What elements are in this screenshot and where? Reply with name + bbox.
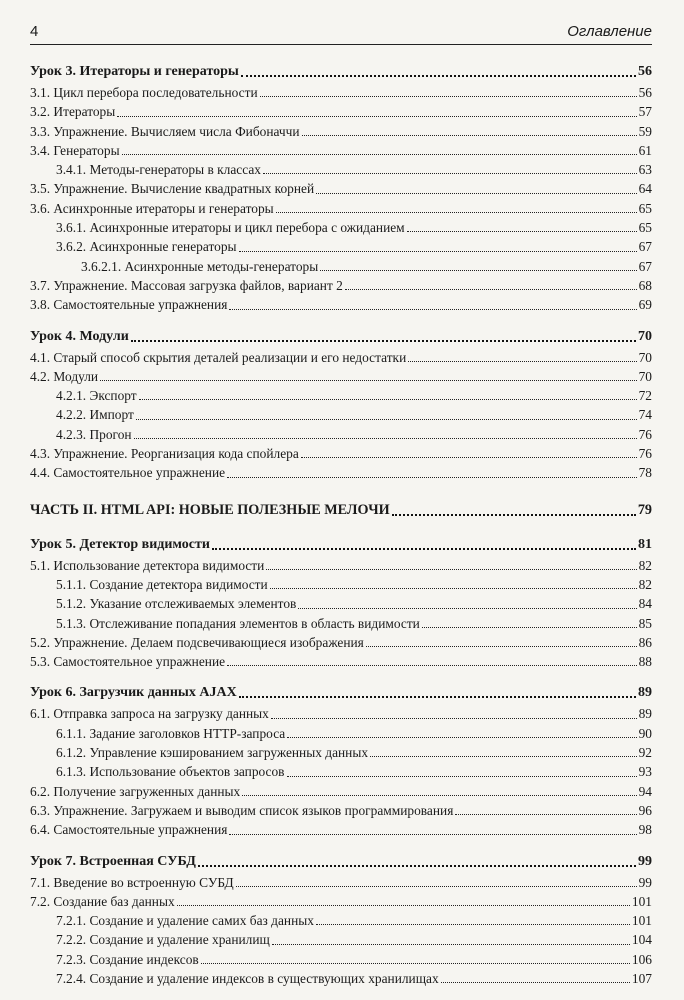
toc-entry-page: 59 — [638, 123, 652, 139]
dot-leader — [227, 476, 637, 478]
toc-entry-page: 67 — [638, 239, 652, 255]
dot-leader — [229, 833, 636, 835]
dot-leader — [345, 288, 637, 290]
toc-entry-title: 3.3. Упражнение. Вычисляем числа Фибоначчи — [30, 123, 300, 139]
toc-lesson-heading — [30, 325, 652, 348]
dot-leader — [134, 437, 637, 439]
toc-lesson-heading — [30, 681, 652, 704]
toc-entry — [30, 160, 652, 179]
toc-entry-title: 4.2. Модули — [30, 368, 99, 384]
toc-entry — [30, 969, 652, 988]
toc-entry-page: 69 — [638, 297, 652, 313]
dot-leader — [301, 456, 637, 458]
dot-leader — [122, 153, 637, 155]
toc-entry — [30, 276, 652, 295]
dot-leader — [271, 717, 637, 719]
dot-leader — [201, 962, 630, 964]
toc-entry — [30, 463, 652, 482]
toc-entry-page: 63 — [638, 162, 652, 178]
dot-leader — [131, 339, 636, 342]
toc-entry — [30, 892, 652, 911]
toc-entry — [30, 141, 652, 160]
toc-entry — [30, 614, 652, 633]
toc-entry-title: 6.1.3. Использование объектов запросов — [56, 764, 285, 780]
toc-entry-page: 82 — [638, 557, 652, 573]
page-number: 4 — [30, 23, 39, 40]
toc-entry-title: 7.2.3. Создание индексов — [56, 951, 199, 967]
toc-entry-page: 101 — [631, 913, 652, 929]
toc-entry — [30, 367, 652, 386]
toc-entry-title: Урок 6. Загрузчик данных AJAX — [30, 685, 237, 701]
toc-entry-page: 84 — [638, 596, 652, 612]
toc-entry — [30, 911, 652, 930]
toc-entry-title: 6.1.1. Задание заголовков HTTP-запроса — [56, 725, 286, 741]
toc-entry-page: 78 — [638, 465, 652, 481]
toc-entry-page: 56 — [638, 85, 652, 100]
dot-leader — [263, 172, 637, 174]
toc-entry-page: 61 — [638, 142, 652, 158]
toc-entry-page: 85 — [638, 615, 652, 631]
toc-entry-title: 3.7. Упражнение. Массовая загрузка файлов, вариант 2 — [30, 277, 343, 293]
dot-leader — [422, 626, 637, 628]
toc-entry-title: 5.1.3. Отслеживание попадания элементов в область видимости — [56, 615, 420, 631]
toc-entry-title: 6.2. Получение загруженных данных — [30, 783, 241, 799]
toc-entry-title: 7.2. Создание баз данных — [30, 893, 175, 909]
dot-leader — [370, 755, 637, 757]
dot-leader — [287, 775, 637, 777]
toc-entry-page: 99 — [638, 874, 652, 890]
toc-entry-title: 4.2.2. Импорт — [56, 407, 134, 423]
toc-entry-title: 4.4. Самостоятельное упражнение — [30, 465, 226, 481]
dot-leader — [298, 607, 636, 609]
toc-entry-page: 64 — [638, 181, 652, 197]
toc-entry-page: 76 — [638, 426, 652, 442]
toc-entry — [30, 199, 652, 218]
toc-entry — [30, 218, 652, 237]
dot-leader — [212, 547, 636, 550]
running-header — [30, 22, 652, 45]
dot-leader — [136, 418, 637, 420]
toc-entry-page: 74 — [638, 407, 652, 423]
dot-leader — [320, 269, 636, 271]
dot-leader — [239, 250, 637, 252]
toc-spacer — [30, 315, 652, 325]
running-title: Оглавление — [567, 23, 652, 40]
dot-leader — [392, 513, 636, 516]
toc-entry-title: 6.4. Самостоятельные упражнения — [30, 822, 228, 838]
toc-entry-page: 101 — [631, 893, 652, 909]
toc-entry-page: 57 — [638, 104, 652, 120]
toc-entry-page: 88 — [638, 654, 652, 670]
toc-entry-title: 3.6.1. Асинхронные итераторы и цикл перебора с ожиданием — [56, 220, 405, 236]
toc-lesson-heading — [30, 533, 652, 556]
dot-leader — [276, 211, 637, 213]
toc-entry-page: 65 — [638, 200, 652, 216]
toc-entry — [30, 724, 652, 743]
toc-entry — [30, 83, 652, 102]
toc-entry-page: 81 — [638, 536, 652, 552]
dot-leader — [441, 981, 630, 983]
toc-entry-title: 5.3. Самостоятельное упражнение — [30, 654, 226, 670]
dot-leader — [177, 904, 630, 906]
toc-entry — [30, 405, 652, 424]
dot-leader — [316, 923, 630, 925]
dot-leader — [227, 664, 637, 666]
toc-entry-page: 56 — [638, 64, 652, 79]
toc-entry-page: 67 — [638, 258, 652, 274]
dot-leader — [236, 885, 637, 887]
dot-leader — [272, 943, 630, 945]
toc-entry-page: 90 — [638, 725, 652, 741]
dot-leader — [316, 192, 636, 194]
toc-spacer — [30, 671, 652, 681]
toc-entry — [30, 102, 652, 121]
toc-entry-page: 92 — [638, 745, 652, 761]
toc-entry — [30, 762, 652, 781]
toc-entry-title: 3.4.1. Методы-генераторы в классах — [56, 162, 261, 178]
toc-entry — [30, 425, 652, 444]
toc-entry-title: 7.2.4. Создание и удаление индексов в существующих хранилищах — [56, 970, 439, 986]
toc-entry-page: 79 — [637, 501, 652, 518]
toc-entry-title: 3.6.2.1. Асинхронные методы-генераторы — [81, 258, 319, 274]
toc-entry-page: 72 — [638, 388, 652, 404]
toc-entry — [30, 930, 652, 949]
toc-entry-page: 89 — [638, 685, 652, 701]
toc-entry-page: 89 — [638, 706, 652, 722]
dot-leader — [455, 813, 636, 815]
toc-entry-title: 3.6.2. Асинхронные генераторы — [56, 239, 237, 255]
toc-entry-title: 7.1. Введение во встроенную СУБД — [30, 874, 234, 890]
toc-entry-page: 104 — [631, 932, 652, 948]
toc-entry-page: 94 — [638, 783, 652, 799]
toc-entry — [30, 257, 652, 276]
toc-entry — [30, 820, 652, 839]
toc-entry-title: 4.2.1. Экспорт — [56, 388, 137, 404]
toc-entry-page: 70 — [638, 368, 652, 384]
toc-entry-title: Урок 7. Встроенная СУБД — [30, 853, 196, 869]
toc-entry — [30, 295, 652, 314]
toc-entry-page: 76 — [638, 446, 652, 462]
toc-entry-title: ЧАСТЬ II. HTML API: НОВЫЕ ПОЛЕЗНЫЕ МЕЛОЧИ — [30, 501, 390, 518]
toc-entry — [30, 704, 652, 723]
toc-entry-page: 70 — [638, 349, 652, 365]
toc-entry-page: 65 — [638, 220, 652, 236]
toc-lesson-heading — [30, 850, 652, 873]
dot-leader — [117, 115, 636, 117]
toc-entry-title: Урок 5. Детектор видимости — [30, 536, 210, 552]
toc-entry-title: 5.2. Упражнение. Делаем подсвечивающиеся изображения — [30, 634, 364, 650]
toc-entry-title: 5.1. Использование детектора видимости — [30, 557, 265, 573]
toc-entry-page: 86 — [638, 634, 652, 650]
dot-leader — [241, 74, 636, 77]
dot-leader — [302, 134, 637, 136]
dot-leader — [260, 95, 637, 97]
toc-entry — [30, 575, 652, 594]
dot-leader — [408, 360, 636, 362]
dot-leader — [366, 645, 637, 647]
toc-entry-page: 82 — [638, 576, 652, 592]
toc-entry-page: 107 — [631, 970, 652, 986]
toc-entry-title: 4.3. Упражнение. Реорганизация кода спойлера — [30, 446, 299, 462]
dot-leader — [287, 736, 636, 738]
toc-entry-title: 4.1. Старый способ скрытия деталей реализации и его недостатки — [30, 349, 407, 365]
toc-entry — [30, 873, 652, 892]
toc-entry — [30, 594, 652, 613]
toc-entry-title: 7.2.1. Создание и удаление самих баз данных — [56, 913, 314, 929]
toc-entry — [30, 237, 652, 256]
dot-leader — [198, 864, 636, 867]
toc-entry-title: 3.1. Цикл перебора последовательности — [30, 85, 258, 100]
toc-entry — [30, 782, 652, 801]
toc-entry — [30, 633, 652, 652]
toc-entry-title: 3.5. Упражнение. Вычисление квадратных корней — [30, 181, 315, 197]
toc-entry-title: 3.6. Асинхронные итераторы и генераторы — [30, 200, 274, 216]
toc-entry — [30, 179, 652, 198]
toc-entry — [30, 444, 652, 463]
toc-lesson-heading — [30, 60, 652, 83]
toc-entry-title: 3.2. Итераторы — [30, 104, 116, 120]
toc-entry-title: 3.4. Генераторы — [30, 142, 120, 158]
toc-entry — [30, 348, 652, 367]
dot-leader — [100, 379, 637, 381]
dot-leader — [242, 794, 636, 796]
toc-entry-title: 5.1.2. Указание отслеживаемых элементов — [56, 596, 297, 612]
toc-spacer — [30, 483, 652, 497]
toc-entry — [30, 122, 652, 141]
toc-entry-page: 106 — [631, 951, 652, 967]
toc-entry-title: Урок 4. Модули — [30, 328, 129, 344]
dot-leader — [270, 587, 637, 589]
toc-entry-page: 99 — [638, 853, 652, 869]
toc-entry-title: 6.1.2. Управление кэшированием загруженных данных — [56, 745, 369, 761]
toc-entry — [30, 386, 652, 405]
toc-entry — [30, 652, 652, 671]
toc-part-heading — [30, 497, 652, 523]
toc-spacer — [30, 523, 652, 533]
toc-spacer — [30, 840, 652, 850]
dot-leader — [239, 695, 636, 698]
toc-entry-title: 4.2.3. Прогон — [56, 426, 132, 442]
toc-entry — [30, 801, 652, 820]
toc-entry-page: 93 — [638, 764, 652, 780]
toc-entry-title: 5.1.1. Создание детектора видимости — [56, 576, 268, 592]
toc-entry — [30, 950, 652, 969]
table-of-contents — [30, 60, 652, 988]
toc-entry — [30, 743, 652, 762]
toc-entry-page: 96 — [638, 802, 652, 818]
toc-entry-title: 6.3. Упражнение. Загружаем и выводим список языков программирования — [30, 802, 454, 818]
toc-entry-title: 6.1. Отправка запроса на загрузку данных — [30, 706, 269, 722]
dot-leader — [139, 398, 637, 400]
toc-entry-page: 68 — [638, 277, 652, 293]
dot-leader — [266, 568, 636, 570]
toc-entry-title: Урок 3. Итераторы и генераторы — [30, 64, 239, 79]
toc-entry-title: 3.8. Самостоятельные упражнения — [30, 297, 228, 313]
dot-leader — [407, 230, 637, 232]
toc-entry-page: 70 — [638, 328, 652, 344]
dot-leader — [229, 308, 636, 310]
toc-entry-page: 98 — [638, 822, 652, 838]
toc-entry-title: 7.2.2. Создание и удаление хранилищ — [56, 932, 270, 948]
toc-entry — [30, 556, 652, 575]
